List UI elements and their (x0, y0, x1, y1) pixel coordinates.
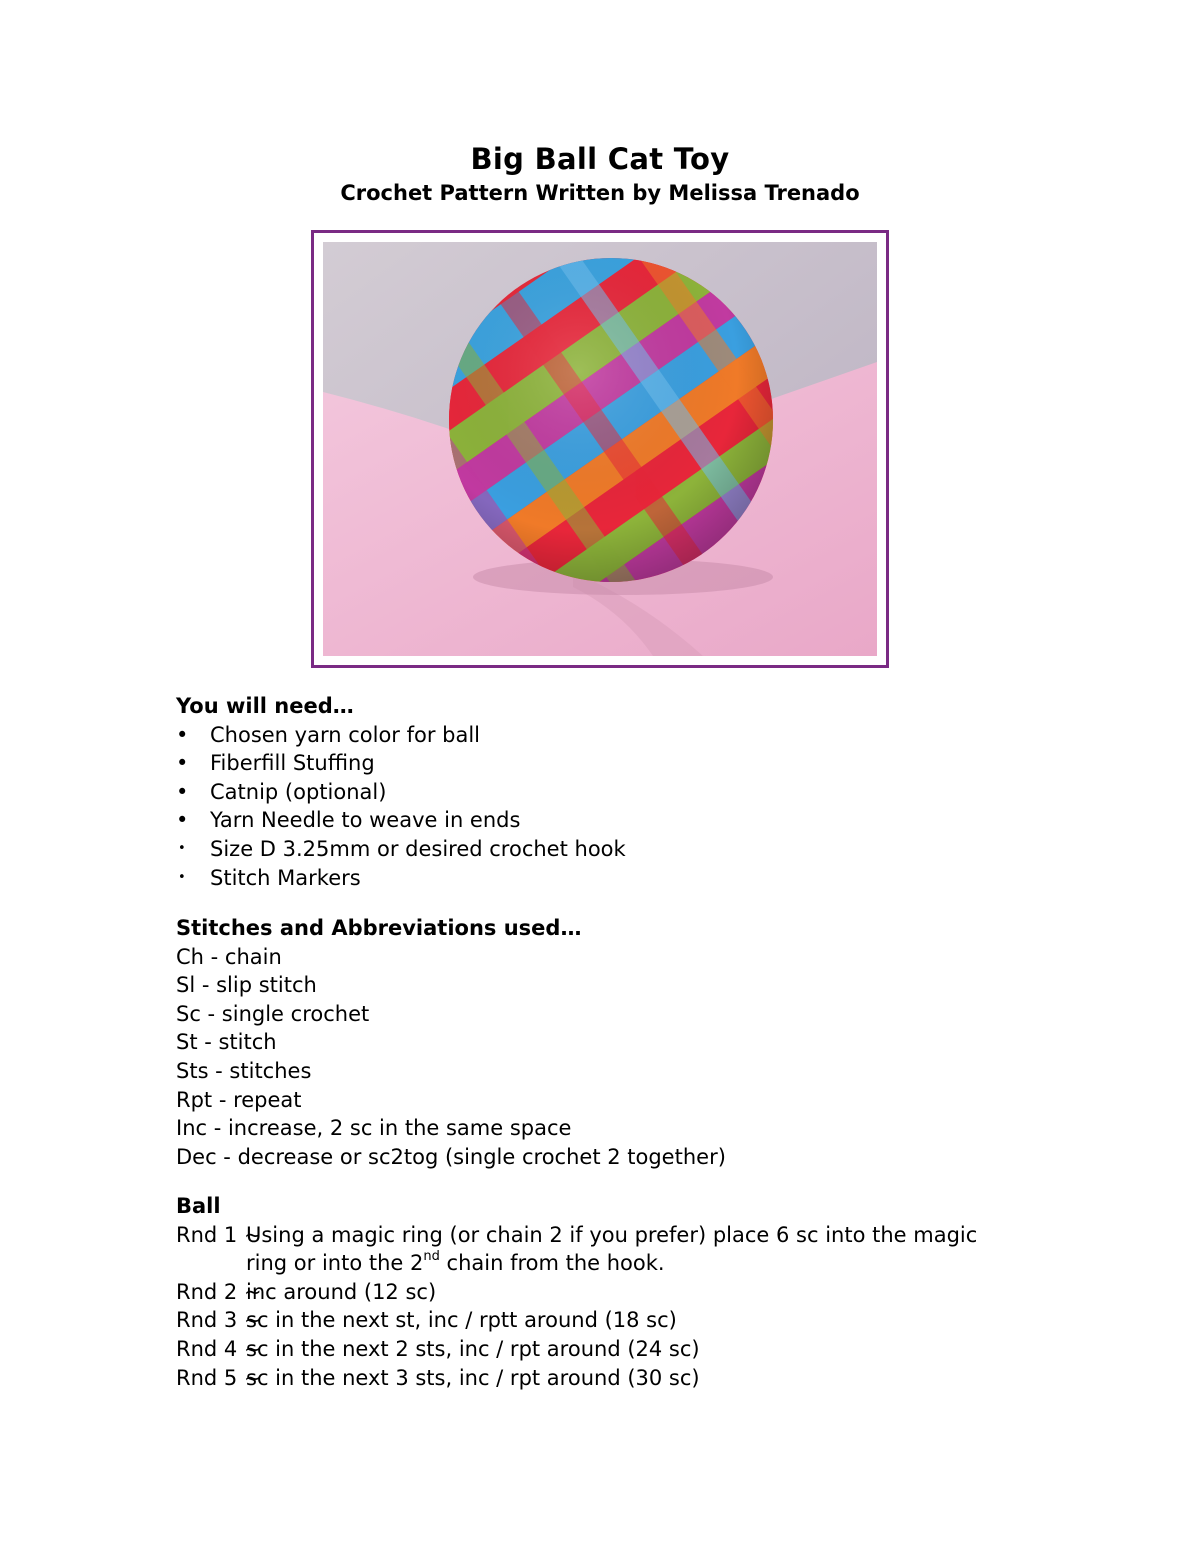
round-row: Rnd 2 ~ inc around (12 sc) (176, 1278, 1036, 1307)
list-item: Sl - slip stitch (176, 973, 317, 998)
round-row: Rnd 1 ~ Using a magic ring (or chain 2 if you prefer) place 6 sc into the magic ring or into the 2nd chain from the hook. (176, 1222, 978, 1276)
ball-section (176, 1192, 1036, 1392)
bullet-icon: • (176, 722, 189, 747)
round-label: Rnd 1 ~ (176, 1222, 262, 1247)
list-item: • Catnip (optional) (176, 778, 1036, 807)
bullet-icon: • (178, 840, 186, 856)
bullet-icon: • (176, 808, 189, 833)
list-item: • Fiberfill Stuffing (176, 749, 1036, 778)
list-item: Sc - single crochet (176, 1001, 370, 1026)
document-title: Big Ball Cat Toy (470, 142, 730, 176)
materials-section (176, 692, 1036, 892)
round-label: Rnd 4 ~ (176, 1336, 262, 1361)
photo-frame (311, 230, 889, 668)
list-item: Dec - decrease or sc2tog (single crochet 2 together) (176, 1144, 726, 1169)
round-label: Rnd 2 ~ (176, 1279, 262, 1304)
list-item: St - stitch (176, 1030, 277, 1055)
list-item: • Yarn Needle to weave in ends (176, 806, 1036, 835)
round-label: Rnd 3 ~ (176, 1308, 262, 1333)
list-item: • Stitch Markers (176, 864, 1036, 893)
round-row: Rnd 4 ~ sc in the next 2 sts, inc / rpt around (24 sc) (176, 1335, 1036, 1364)
list-item: • Chosen yarn color for ball (176, 721, 1036, 750)
list-item: Rpt - repeat (176, 1087, 302, 1112)
materials-heading: You will need… (176, 694, 354, 718)
ball-heading: Ball (176, 1194, 221, 1218)
list-item: Sts - stitches (176, 1058, 312, 1083)
document-subtitle: Crochet Pattern Written by Melissa Trenado (340, 181, 860, 205)
bullet-icon: • (176, 751, 189, 776)
abbreviations-heading: Stitches and Abbreviations used… (176, 916, 582, 940)
round-row: Rnd 3 ~ sc in the next st, inc / rptt around (18 sc) (176, 1306, 1036, 1335)
abbreviations-section (176, 914, 1036, 1171)
bullet-icon: • (178, 869, 186, 885)
bullet-icon: • (176, 779, 189, 804)
list-item: Inc - increase, 2 sc in the same space (176, 1116, 572, 1141)
list-item: Ch - chain (176, 944, 282, 969)
round-label: Rnd 5 ~ (176, 1365, 262, 1390)
list-item: • Size D 3.25mm or desired crochet hook (176, 835, 1036, 864)
crochet-ball-photo (323, 242, 877, 656)
round-row: Rnd 5 ~ sc in the next 3 sts, inc / rpt around (30 sc) (176, 1364, 1036, 1393)
